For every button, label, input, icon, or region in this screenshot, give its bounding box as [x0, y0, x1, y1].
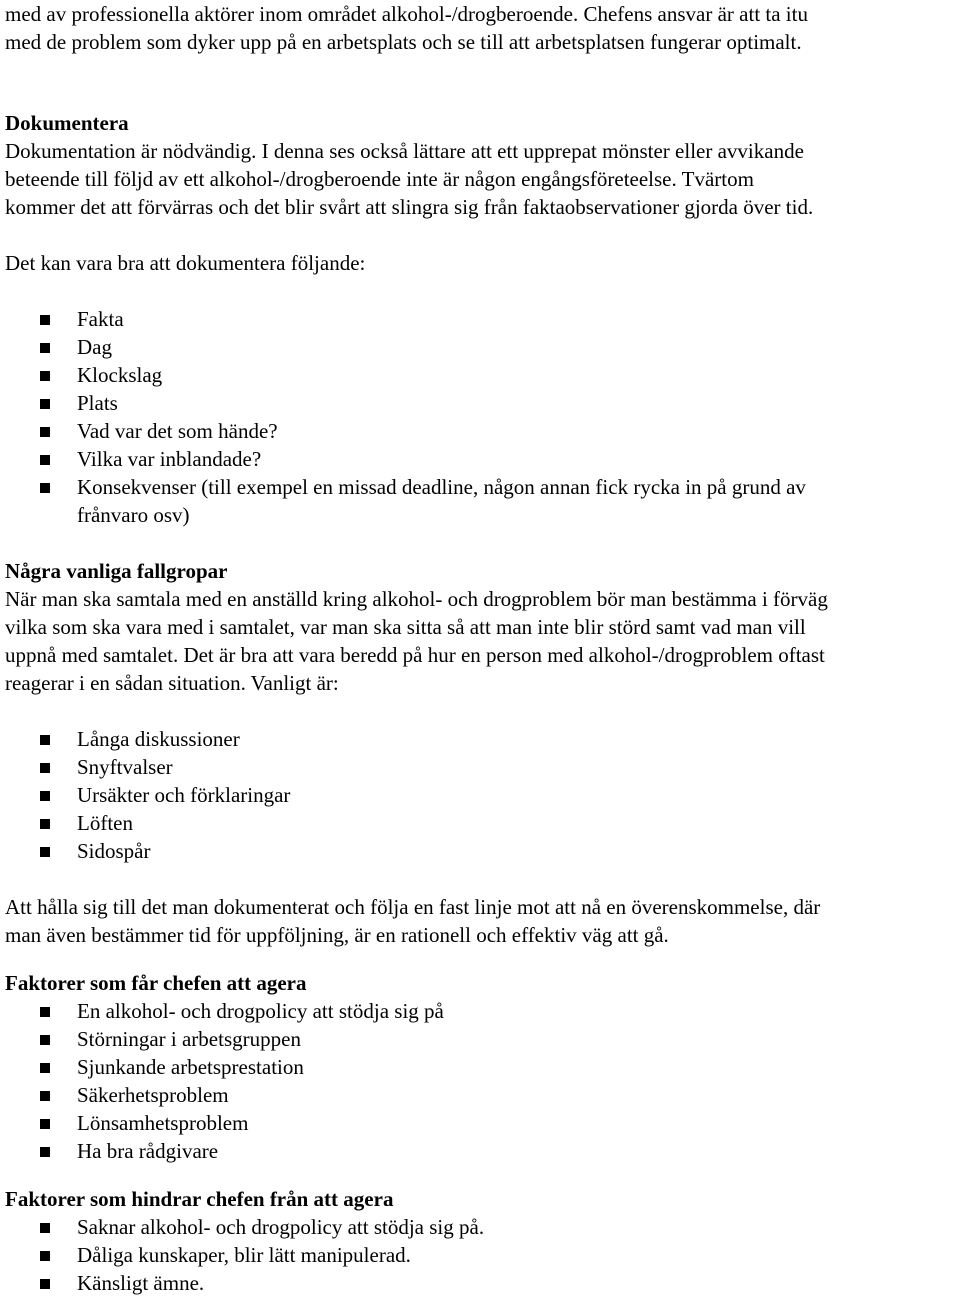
square-bullet-icon — [40, 1251, 50, 1261]
square-bullet-icon — [40, 1063, 50, 1073]
list-item: Ha bra rådgivare — [5, 1137, 960, 1165]
intro-line: med de problem som dyker upp på en arbetsplats och se till att arbetsplatsen fungerar optimalt. — [5, 30, 802, 54]
square-bullet-icon — [40, 819, 50, 829]
square-bullet-icon — [40, 1035, 50, 1045]
list-item: Fakta — [5, 305, 960, 333]
square-bullet-icon — [40, 1091, 50, 1101]
paragraph-line: uppnå med samtalet. Det är bra att vara beredd på hur en person med alkohol-/drogproblem oftast — [5, 643, 825, 667]
section-heading-fallgropar: Några vanliga fallgropar — [5, 559, 228, 583]
square-bullet-icon — [40, 315, 50, 325]
list-intro: Det kan vara bra att dokumentera följande: — [5, 251, 366, 275]
document-page — [5, 0, 960, 1297]
square-bullet-icon — [40, 1147, 50, 1157]
list-item: Säkerhetsproblem — [5, 1081, 960, 1109]
list-item: Långa diskussioner — [5, 725, 960, 753]
paragraph-line: Dokumentation är nödvändig. I denna ses också lättare att ett upprepat mönster eller avvikande — [5, 139, 804, 163]
dokumentera-list — [5, 305, 960, 529]
faktorer-hindrar-list — [5, 1213, 960, 1297]
list-item-continuation: frånvaro osv) — [77, 503, 190, 527]
list-item: Dag — [5, 333, 960, 361]
fallgropar-list — [5, 725, 960, 865]
list-item: Dåliga kunskaper, blir lätt manipulerad. — [5, 1241, 960, 1269]
list-item: Lönsamhetsproblem — [5, 1109, 960, 1137]
square-bullet-icon — [40, 483, 50, 493]
intro-line: med av professionella aktörer inom området alkohol-/drogberoende. Chefens ansvar är att ta itu — [5, 2, 808, 26]
list-item: En alkohol- och drogpolicy att stödja sig på — [5, 997, 960, 1025]
square-bullet-icon — [40, 763, 50, 773]
list-item: Klockslag — [5, 361, 960, 389]
square-bullet-icon — [40, 1119, 50, 1129]
paragraph-line: vilka som ska vara med i samtalet, var man ska sitta så att man inte blir störd samt vad man vill — [5, 615, 806, 639]
square-bullet-icon — [40, 343, 50, 353]
list-item: Störningar i arbetsgruppen — [5, 1025, 960, 1053]
paragraph-line: kommer det att förvärras och det blir svårt att slingra sig från faktaobservationer gjorda över tid. — [5, 195, 814, 219]
list-item: Vilka var inblandade? — [5, 445, 960, 473]
paragraph-line: Att hålla sig till det man dokumenterat och följa en fast linje mot att nå en överenskommelse, där — [5, 895, 821, 919]
list-item: Plats — [5, 389, 960, 417]
list-item: Känsligt ämne. — [5, 1269, 960, 1297]
paragraph-line: beteende till följd av ett alkohol-/drogberoende inte är någon engångsföreteelse. Tvärtom — [5, 167, 754, 191]
square-bullet-icon — [40, 791, 50, 801]
square-bullet-icon — [40, 371, 50, 381]
section-heading-dokumentera: Dokumentera — [5, 111, 129, 135]
paragraph-line: man även bestämmer tid för uppföljning, är en rationell och effektiv väg att gå. — [5, 923, 669, 947]
list-item: Ursäkter och förklaringar — [5, 781, 960, 809]
square-bullet-icon — [40, 455, 50, 465]
section-heading-faktorer-hindrar: Faktorer som hindrar chefen från att agera — [5, 1187, 394, 1211]
list-item: Sjunkande arbetsprestation — [5, 1053, 960, 1081]
list-item: Vad var det som hände? — [5, 417, 960, 445]
square-bullet-icon — [40, 847, 50, 857]
section-heading-faktorer-agera: Faktorer som får chefen att agera — [5, 971, 307, 995]
list-item: Saknar alkohol- och drogpolicy att stödja sig på. — [5, 1213, 960, 1241]
square-bullet-icon — [40, 1007, 50, 1017]
paragraph-line: reagerar i en sådan situation. Vanligt är: — [5, 671, 339, 695]
square-bullet-icon — [40, 1223, 50, 1233]
square-bullet-icon — [40, 427, 50, 437]
list-item: Löften — [5, 809, 960, 837]
square-bullet-icon — [40, 735, 50, 745]
square-bullet-icon — [40, 1279, 50, 1289]
paragraph-line: När man ska samtala med en anställd kring alkohol- och drogproblem bör man bestämma i förväg — [5, 587, 828, 611]
faktorer-agera-list — [5, 997, 960, 1165]
list-item: Snyftvalser — [5, 753, 960, 781]
square-bullet-icon — [40, 399, 50, 409]
list-item: Konsekvenser (till exempel en missad deadline, någon annan fick rycka in på grund av — [5, 473, 960, 501]
list-item: Sidospår — [5, 837, 960, 865]
